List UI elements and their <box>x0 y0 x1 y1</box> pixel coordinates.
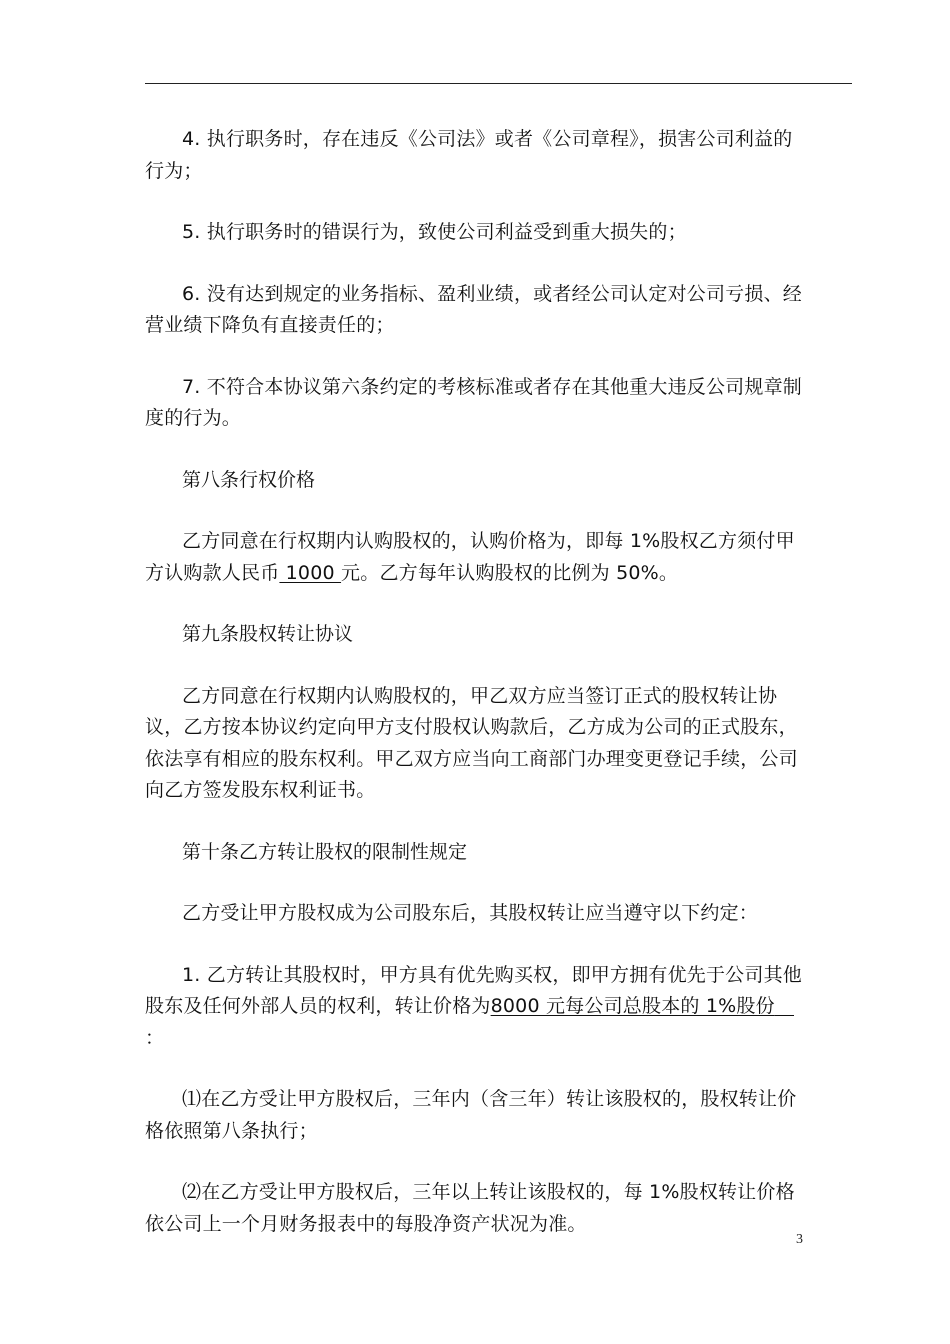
article-10-clause-1 <box>145 960 809 1055</box>
article-8-body-pre: 乙方同意在行权期内认购股权的，认购价格为，即每 1%股权乙方须付甲方认购款人民币 <box>145 530 795 584</box>
clause-item-4: 4. 执行职务时，存在违反《公司法》或者《公司章程》，损害公司利益的行为； <box>145 128 793 182</box>
article-8-heading: 第八条行权价格 <box>182 468 316 491</box>
clause-item-6: 6. 没有达到规定的业务指标、盈利业绩，或者经公司认定对公司亏损、经营业绩下降负有直接责任的； <box>145 282 802 336</box>
clause-1-post: ： <box>145 1026 165 1049</box>
article-9-heading: 第九条股权转让协议 <box>182 623 354 645</box>
document-body <box>145 124 809 1270</box>
header-rule <box>145 83 852 84</box>
article-10-intro: 乙方受让甲方股权成为公司股东后，其股权转让应当遵守以下约定： <box>182 902 759 924</box>
page-number: 3 <box>796 1232 803 1247</box>
clause-item-7: 7. 不符合本协议第六条约定的考核标准或者存在其他重大违反公司规章制度的行为。 <box>145 375 802 429</box>
clause-1-pre: 1. 乙方转让其股权时，甲方具有优先购买权，即甲方拥有优先于公司其他股东及任何外部人员的权利，转让价格为 <box>145 963 802 1017</box>
article-8-body-post: 元。乙方每年认购股权的比例为 50%。 <box>341 561 679 584</box>
purchase-amount: 1000 <box>279 561 342 584</box>
clause-item-5: 5. 执行职务时的错误行为，致使公司利益受到重大损失的； <box>182 221 687 243</box>
article-10-heading: 第十条乙方转让股权的限制性规定 <box>182 840 468 863</box>
article-9-body: 乙方同意在行权期内认购股权的，甲乙双方应当签订正式的股权转让协议，乙方按本协议约定向甲方支付股权认购款后，乙方成为公司的正式股东，依法享有相应的股东权利。甲乙双方应当向工商部门办理变更登记手续，公司向乙方签发股东权利证书。 <box>145 684 798 801</box>
transfer-price: 8000 元每公司总股本的 1%股份 <box>490 995 794 1017</box>
article-10-sub-2: ⑵在乙方受让甲方股权后，三年以上转让该股权的，每 1%股权转让价格依公司上一个月财务报表中的每股净资产状况为准。 <box>145 1181 795 1235</box>
article-10-sub-1: ⑴在乙方受让甲方股权后，三年内（含三年）转让该股权的，股权转让价格依照第八条执行； <box>145 1088 797 1142</box>
article-8-body <box>145 526 809 589</box>
